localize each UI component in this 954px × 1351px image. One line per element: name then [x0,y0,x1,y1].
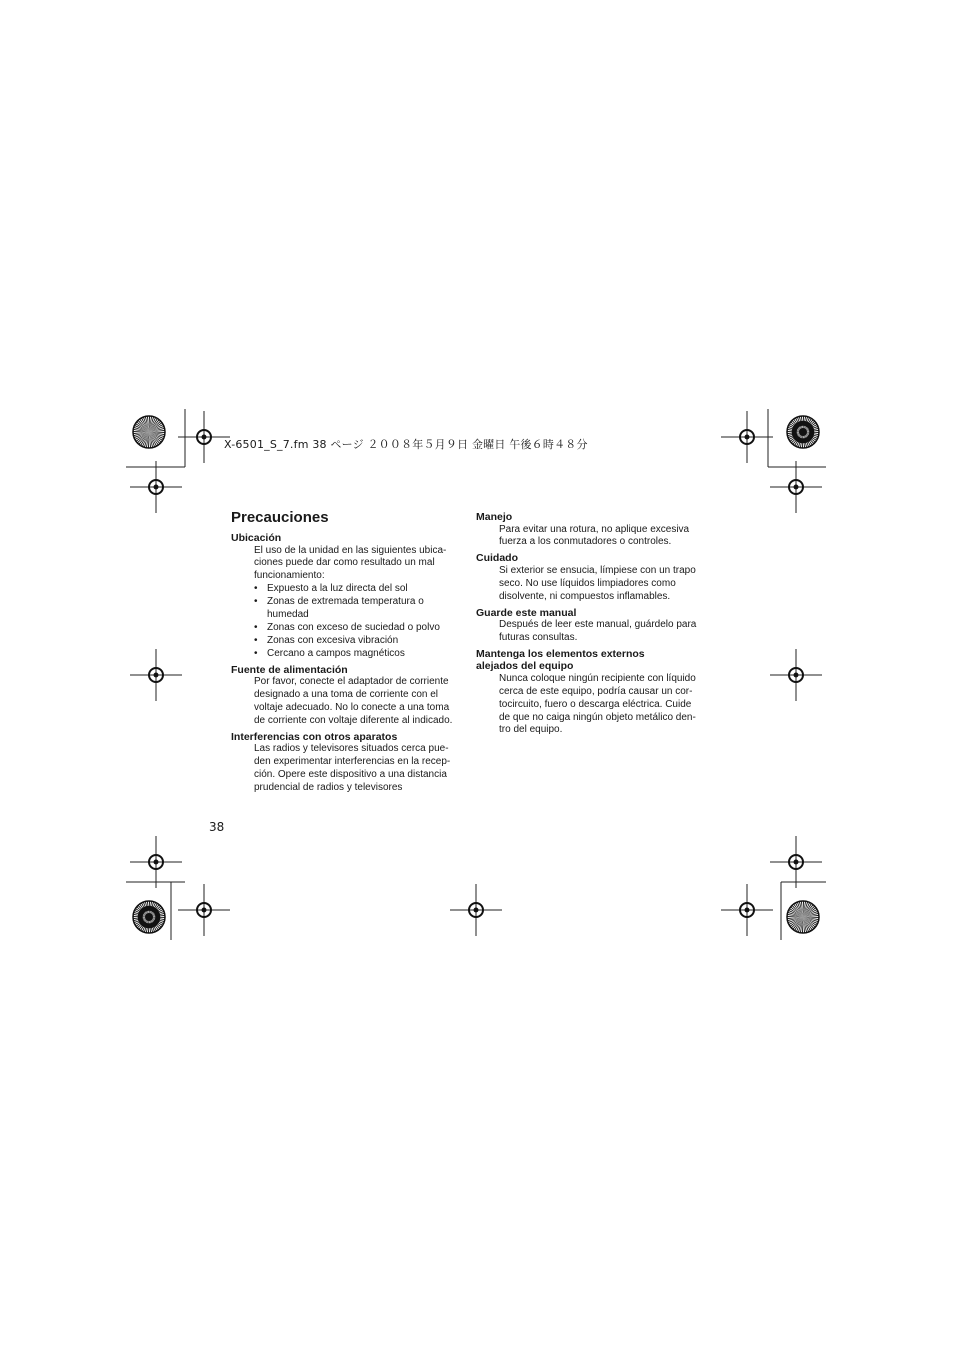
page-title: Precauciones [231,509,329,526]
bullet-line: • Cercano a campos magnéticos [267,647,405,659]
left-column [231,509,459,798]
crosshair-dot [745,435,750,440]
section-body [254,676,459,728]
body-line: Las radios y televisores situados cerca pue- [254,743,449,755]
section-cuidado [476,552,702,603]
section-heading [231,532,459,545]
body-line: disolvente, ni compuestos inflamables. [499,590,671,602]
heading-line: alejados del equipo [476,660,574,673]
heading-line: Ubicación [231,532,282,544]
section-body [254,743,459,795]
body-line: prudencial de radios y televisores [254,782,403,793]
section-heading [476,511,702,524]
body-line: Después de leer este manual, guárdelo para [499,619,697,631]
bullet-list [254,583,459,660]
body-line: funcionamiento: [254,570,325,582]
section-guarde-este-manual [476,607,702,645]
body-line: Nunca coloque ningún recipiente con líquido [499,672,696,684]
body-line: futuras consultas. [499,631,578,643]
section-body [499,673,702,738]
body-line: de corriente con voltaje diferente al indicado. [254,714,453,726]
bullet-line: • Zonas con excesiva vibración [267,634,399,646]
bullet-line: • Zonas de extremada temperatura o [267,596,424,608]
right-column [476,511,702,740]
bullet-item [254,635,459,648]
section-heading [476,648,702,673]
section-manejo [476,511,702,549]
page-number: 38 [209,820,225,834]
crosshair-dot [154,673,159,678]
bullet-item [254,648,459,661]
section-mantenga-los-elementos-externos [476,648,702,738]
right-sections [476,511,702,737]
heading-line: Interferencias con otros aparatos [231,730,398,743]
bullet-line: • Zonas con exceso de suciedad o polvo [267,621,440,633]
bullet-item [254,596,459,622]
section-body [499,619,702,645]
bullet-item [254,622,459,635]
section-heading [231,731,459,744]
section-heading [476,552,702,565]
body-line: seco. No use líquidos limpiadores como [499,577,676,589]
crosshair-dot [474,908,479,913]
body-line: Si exterior se ensucia, límpiese con un trapo [499,564,696,576]
wheel-center [145,913,153,921]
body-line: ción. Opere este dispositivo a una distancia [254,769,447,781]
section-heading [231,664,459,677]
section-ubicacion [231,532,459,661]
print-file-header: X-6501_S_7.fm 38 ページ ２００８年５月９日 金曜日 午後６時４８分 [224,438,588,451]
body-line: designado a una toma de corriente con el [254,689,439,701]
heading-line: Fuente de alimentación [231,663,348,676]
crosshair-dot [794,485,799,490]
heading-line: Cuidado [476,552,518,565]
body-line: Por favor, conecte el adaptador de corriente [254,676,449,688]
body-line: cerca de este equipo, podría causar un cor- [499,685,693,697]
crosshair-dot [794,673,799,678]
crosshair-dot [202,435,207,440]
body-line: tocircuito, fuero o descarga eléctrica. Cuide [499,698,692,710]
crosshair-dot [745,908,750,913]
crosshair-dot [202,908,207,913]
body-line: Para evitar una rotura, no aplique excesiva [499,523,690,535]
body-line: tro del equipo. [499,724,563,736]
body-line: El uso de la unidad en las siguientes ubica- [254,544,447,556]
heading-line: Manejo [476,511,513,523]
crosshair-dot [794,860,799,865]
crosshair-dot [154,860,159,865]
bullet-line: • Expuesto a la luz directa del sol [267,583,408,595]
crosshair-dot [154,485,159,490]
section-body [254,545,459,661]
body-line: voltaje adecuado. No lo conecte a una toma [254,701,450,713]
bullet-item [254,583,459,596]
body-line: den experimentar interferencias en la recep- [254,756,451,768]
section-fuente-de-alimentacion [231,664,459,728]
body-line: ciones puede dar como resultado un mal [254,557,435,569]
body-line: fuerza a los conmutadores o controles. [499,536,672,548]
heading-line: Mantenga los elementos externos [476,647,645,660]
section-body [499,565,702,604]
section-heading [476,607,702,620]
bullet-line: humedad [267,609,309,621]
left-sections [231,532,459,795]
body-line: de que no caiga ningún objeto metálico den- [499,711,696,723]
heading-line: Guarde este manual [476,606,577,619]
section-interferencias-con-otros-aparatos [231,731,459,795]
wheel-center [799,428,807,436]
section-body [499,524,702,550]
